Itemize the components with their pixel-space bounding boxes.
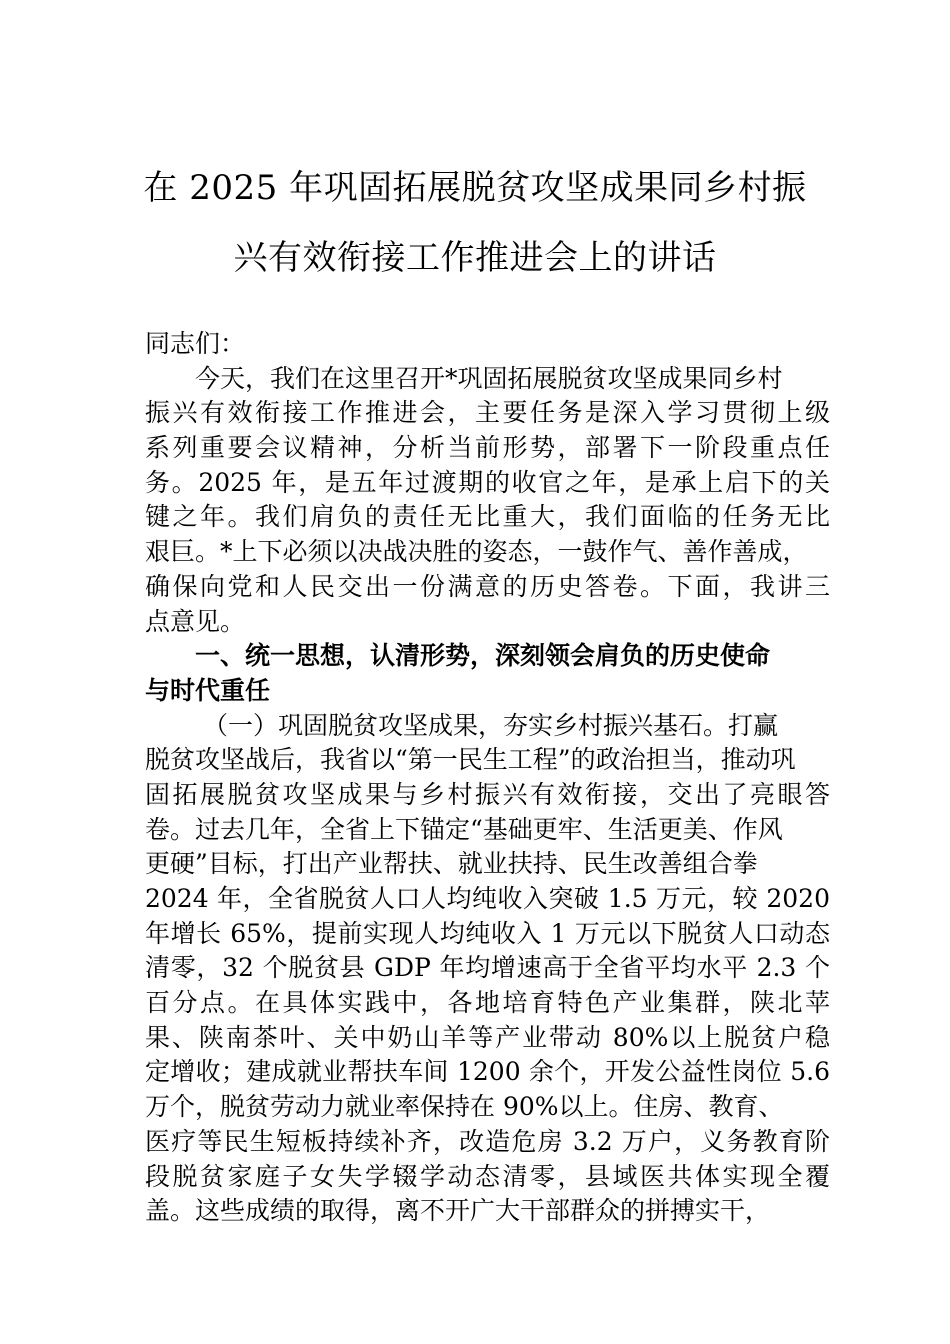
paragraph-line: 2024 年，全省脱贫人口人均纯收入突破 1.5 万元，较 2020 [145, 884, 830, 913]
document-body [145, 327, 830, 1229]
paragraph-line: （一）巩固脱贫攻坚成果，夯实乡村振兴基石。打赢 [203, 710, 779, 740]
paragraph-line: 万个，脱贫劳动力就业率保持在 90%以上。住房、教育、 [145, 1092, 784, 1122]
paragraph-line: 定增收；建成就业帮扶车间 1200 余个，开发公益性岗位 5.6 [145, 1057, 830, 1087]
paragraph-line: 振兴有效衔接工作推进会，主要任务是深入学习贯彻上级 [145, 398, 830, 428]
section-heading-line: 与时代重任 [145, 675, 271, 705]
paragraph-line: 果、陕南茶叶、关中奶山羊等产业带动 80%以上脱贫户稳 [145, 1022, 830, 1052]
paragraph-line: 年增长 65%，提前实现人均纯收入 1 万元以下脱贫人口动态 [145, 918, 830, 948]
paragraph-line: 段脱贫家庭子女失学辍学动态清零，县域医共体实现全覆 [145, 1161, 830, 1191]
paragraph-line: 键之年。我们肩负的责任无比重大，我们面临的任务无比 [145, 502, 830, 532]
paragraph-line: 系列重要会议精神，分析当前形势，部署下一阶段重点任 [145, 433, 830, 463]
salutation: 同志们： [145, 329, 246, 358]
document-title-line-1: 在 2025 年巩固拓展脱贫攻坚成果同乡村振 [143, 168, 807, 208]
paragraph-line: 更硬”目标，打出产业帮扶、就业扶持、民生改善组合拳 [145, 849, 758, 879]
paragraph-line: 脱贫攻坚战后，我省以“第一民生工程”的政治担当，推动巩 [145, 745, 796, 775]
paragraph-line: 盖。这些成绩的取得，离不开广大干部群众的拼搏实干， [145, 1196, 771, 1226]
paragraph-line: 百分点。在具体实践中，各地培育特色产业集群，陕北苹 [145, 988, 830, 1018]
paragraph-line: 医疗等民生短板持续补齐，改造危房 3.2 万户，义务教育阶 [145, 1126, 830, 1156]
paragraph-line: 固拓展脱贫攻坚成果与乡村振兴有效衔接，交出了亮眼答 [145, 779, 830, 809]
paragraph-line: 务。2025 年，是五年过渡期的收官之年，是承上启下的关 [145, 467, 830, 497]
document-title-line-2: 兴有效衔接工作推进会上的讲话 [233, 238, 717, 278]
paragraph-line: 艰巨。*上下必须以决战决胜的姿态，一鼓作气、善作善成， [145, 537, 808, 567]
section-heading-line: 一、统一思想，认清形势，深刻领会肩负的历史使命 [195, 641, 771, 671]
paragraph-line: 今天，我们在这里召开*巩固拓展脱贫攻坚成果同乡村 [195, 363, 783, 393]
paragraph-line: 点意见。 [145, 606, 246, 636]
paragraph-line: 清零，32 个脱贫县 GDP 年均增速高于全省平均水平 2.3 个 [145, 953, 830, 983]
paragraph-line: 确保向党和人民交出一份满意的历史答卷。下面，我讲三 [145, 571, 830, 601]
paragraph-line: 卷。过去几年，全省上下锚定“基础更牢、生活更美、作风 [145, 814, 783, 844]
